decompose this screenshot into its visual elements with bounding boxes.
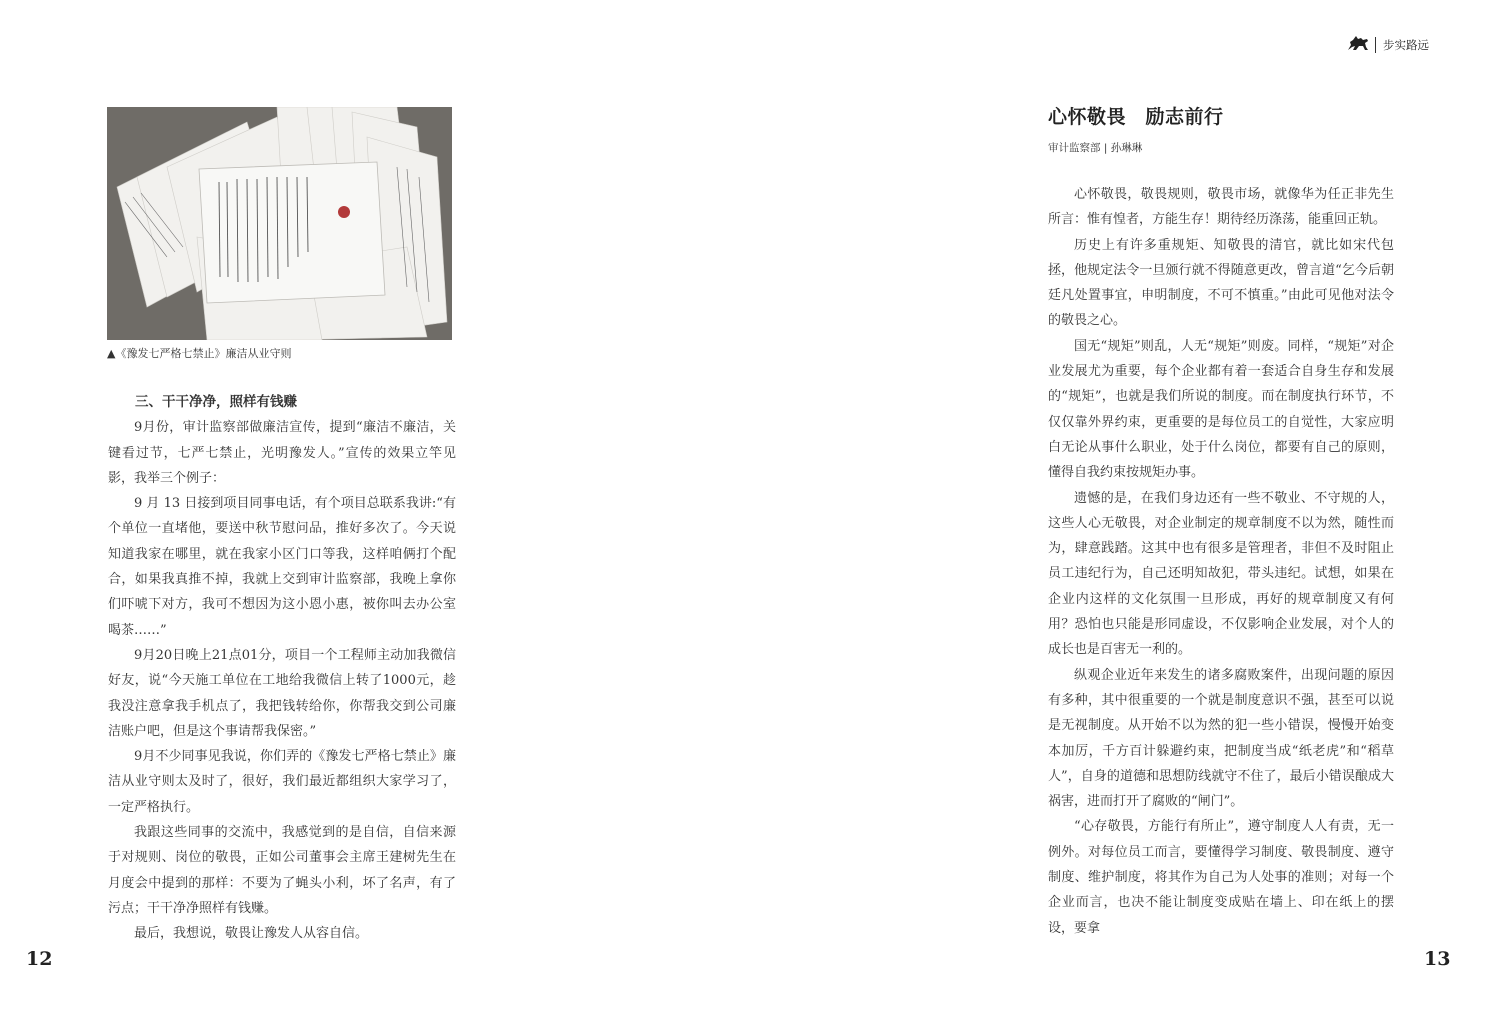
paragraph: 国无“规矩”则乱，人无“规矩”则废。同样，“规矩”对企业发展尤为重要，每个企业都有着一套适合自身生存和发展的“规矩”，也就是我们所说的制度。而在制度执行环节，不仅仅靠外界约束，更重要的是每位员工的自觉性，大家应明白无论从事什么职业，处于什么岗位，都要有自己的原则，懂得自我约束按规矩办事。	[1048, 338, 1394, 481]
article-byline: 审计监察部 | 孙琳琳	[1048, 142, 1143, 154]
section-title: 三、干干净净，照样有钱赚	[135, 394, 297, 410]
header-divider	[1375, 37, 1376, 53]
paragraph: 9月20日晚上21点01分，项目一个工程师主动加我微信好友，说“今天施工单位在工地给我微信上转了1000元，趁我没注意拿我手机点了，我把钱转给你，你帮我交到公司廉洁账户吧，但是这个事请帮我保密。”	[108, 647, 456, 739]
stacked-documents-photo	[107, 107, 452, 340]
paragraph: 9月份，审计监察部做廉洁宣传，提到“廉洁不廉洁，关键看过节，七严七禁止，光明豫发人。”宣传的效果立竿见影，我举三个例子：	[108, 420, 456, 486]
page-number-right: 13	[1424, 948, 1451, 970]
paragraph: 9月不少同事见我说，你们弄的《豫发七严格七禁止》廉洁从业守则太及时了，很好，我们最近都组织大家学习了，一定严格执行。	[108, 749, 456, 815]
photo-caption: ▲《豫发七严格七禁止》廉洁从业守则	[107, 347, 292, 360]
header-brand-text: 步实路远	[1383, 38, 1429, 52]
paragraph: 我跟这些同事的交流中，我感觉到的是自信，自信来源于对规则、岗位的敬畏，正如公司董事会主席王建树先生在月度会中提到的那样：不要为了蝇头小利，坏了名声，有了污点；干干净净照样有钱赚。	[108, 825, 456, 916]
paragraph: “心存敬畏，方能行有所止”，遵守制度人人有责，无一例外。对每位员工而言，要懂得学习制度、敬畏制度、遵守制度、维护制度，将其作为自己为人处事的准则；对每一个企业而言，也决不能让制度变成贴在墙上、印在纸上的摆设，要拿	[1048, 819, 1394, 936]
paragraph: 纵观企业近年来发生的诸多腐败案件，出现问题的原因有多种，其中很重要的一个就是制度意识不强，甚至可以说是无视制度。从开始不以为然的犯一些小错误，慢慢开始变本加厉，千方百计躲避约束，把制度当成“纸老虎”和“稻草人”，自身的道德和思想防线就守不住了，最后小错误酿成大祸害，进而打开了腐败的“闸门”。	[1048, 667, 1394, 810]
paragraph: 心怀敬畏，敬畏规则，敬畏市场，就像华为任正非先生所言：惟有惶者，方能生存！期待经历涤荡，能重回正轨。	[1048, 187, 1394, 228]
paragraph: 历史上有许多重规矩、知敬畏的清官，就比如宋代包拯，他规定法令一旦颁行就不得随意更改，曾言道“乞今后朝廷凡处置事宜，申明制度，不可不慎重。”由此可见他对法令的敬畏之心。	[1048, 237, 1394, 329]
left-article-body	[108, 390, 456, 947]
article-title: 心怀敬畏 励志前行	[1048, 106, 1224, 128]
page-number-left: 12	[26, 948, 53, 970]
paragraph: 最后，我想说，敬畏让豫发人从容自信。	[134, 926, 369, 942]
running-header	[1347, 36, 1429, 54]
right-article-body	[1048, 182, 1394, 941]
horse-rider-icon	[1347, 34, 1369, 56]
paragraph: 9 月 13 日接到项目同事电话，有个项目总联系我讲:“有个单位一直堵他，要送中秋节慰问品，推好多次了。今天说知道我家在哪里，就在我家小区门口等我，这样咱俩打个配合，如果我真推不掉，我就上交到审计监察部，我晚上拿你们吓唬下对方，我可不想因为这小恩小惠，被你叫去办公室喝茶……”	[108, 496, 456, 638]
paragraph: 遗憾的是，在我们身边还有一些不敬业、不守规的人，这些人心无敬畏，对企业制定的规章制度不以为然，随性而为，肆意践踏。这其中也有很多是管理者，非但不及时阻止员工违纪行为，自己还明知故犯，带头违纪。试想，如果在企业内这样的文化氛围一旦形成，再好的规章制度又有何用？恐怕也只能是形同虚设，不仅影响企业发展，对个人的成长也是百害无一利的。	[1048, 490, 1394, 658]
